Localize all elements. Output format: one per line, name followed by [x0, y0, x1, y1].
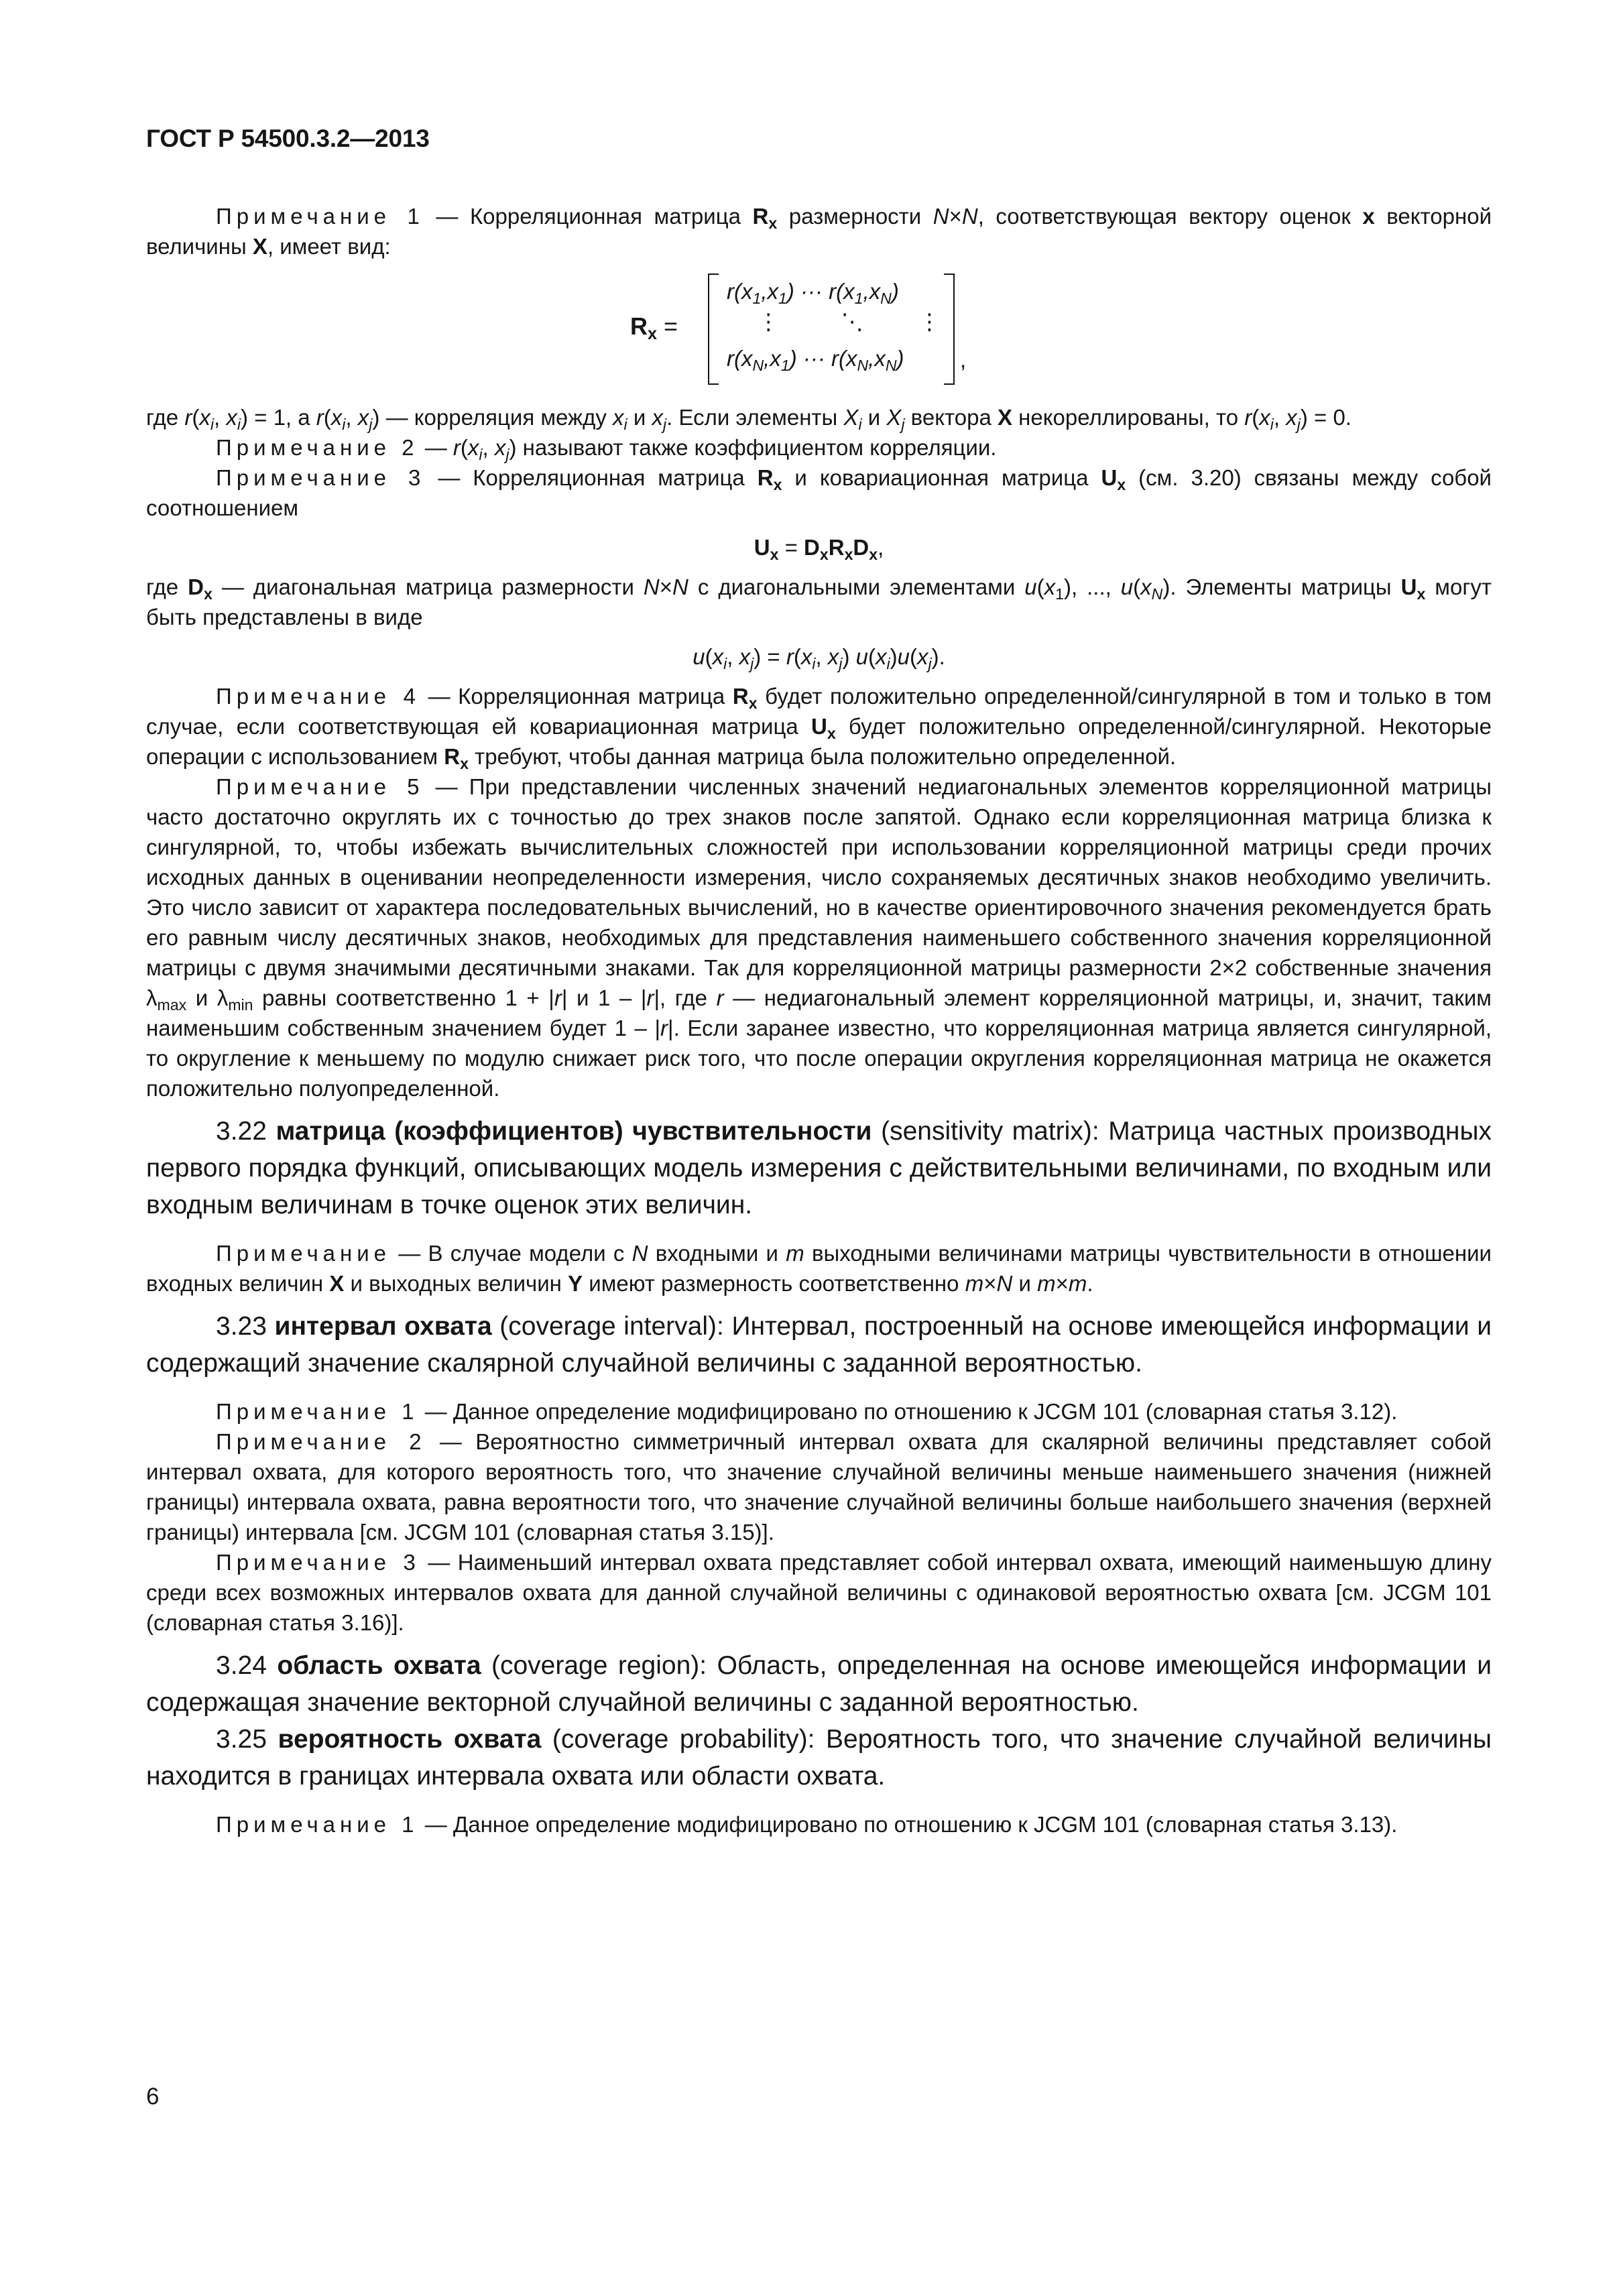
document-body: [146, 201, 1492, 1839]
term-3-25: 3.25 вероятность охвата (coverage probability): Вероятность того, что значение случайной величины находится в границах интервала охвата или области охвата.: [146, 1725, 1492, 1791]
note-3-23-2: Примечание 2 — Вероятностно симметричный интервал охвата для скалярной величины представляет собой интервал охвата, для которого вероятность того, что значение случайной величины меньше наименьшего значения (нижней границы) интервала охвата, равна вероятности того, что значение случайной величины больше наибольшего значения (верхней границы) интервала [см. JCGM 101 (словарная статья 3.15)].: [146, 1429, 1492, 1545]
matrix-explanation: где $r(x_i$, $x_i) = 1$, а $r(x_i$, $x_j$) — корреляция между $x_i$ и $x_j$. Если элементы $X_i$ и $X_j$ вектора X некореллированы, то $r(x_i$, $x_j) = 0$.: [146, 405, 1351, 433]
left-bracket: [708, 274, 719, 385]
page-header: ГОСТ Р 54500.3.2—2013: [146, 125, 430, 152]
note-3: Примечание 3 — Корреляционная матрица $R_x$ и ковариационная матрица $U_x$ (см. 3.20) связаны между собой соотношением: [146, 465, 1492, 520]
term-3-23: 3.23 интервал охвата (coverage interval): Интервал, построенный на основе имеющейся информации и содержащий значение скалярной случайной величины с заданной вероятностью.: [146, 1312, 1492, 1378]
note-5: Примечание 5 — При представлении численных значений недиагональных элементов корреляционной матрицы часто достаточно округлять их с точностью до трех знаков после запятой. Однако если корреляционная матрица близка к сингулярной, то, чтобы избежать вычислительных сложностей при использовании корреляционной матрицы среди прочих исходных данных в оценивании неопределенности измерения, число сохраняемых десятичных знаков необходимо увеличить. Это число зависит от характера последовательных вычислений, но в качестве ориентировочного значения рекомендуется брать его равным числу десятичных знаков, необходимых для представления наименьшего собственного значения корреляционной матрицы с двумя значимыми десятичными знаками. Так для корреляционной матрицы размерности 2×2 собственные значения $\lambda_{max}$ и $\lambda_{min}$ равны соответственно 1 + |r| и 1 – |r|, где r — недиагональный элемент корреляционной матрицы, и, значит, таким наименьшим собственным значением будет 1 – |r|. Если заранее известно, что корреляционная матрица является сингулярной, то округление к меньшему по модулю снижает риск того, что после операции округления корреляционная матрица не окажется положительно полуопределенной.: [146, 774, 1492, 1101]
page-number: 6: [146, 2083, 160, 2110]
note-2: Примечание 2 — $r(x_i$, $x_j$) называют также коэффициентом корреляции.: [216, 435, 997, 463]
note-3-23-1: Примечание 1 — Данное определение модифицировано по отношению к JCGM 101 (словарная статья 3.12).: [216, 1399, 1398, 1424]
term-3-24: 3.24 область охвата (coverage region): Область, определенная на основе имеющейся информации и содержащая значение векторной случайной величины с заданной вероятностью.: [146, 1651, 1492, 1717]
note-3-22: Примечание — В случае модели с N входными и m выходными величинами матрицы чувствительности в отношении входных величин X и выходных величин Y имеют размерность соответственно m×N и m×m.: [146, 1241, 1492, 1296]
term-3-22: 3.22 матрица (коэффициентов) чувствительности (sensitivity matrix): Матрица частных производных первого порядка функций, описывающих модель измерения с действительными величинами, по входным или входным величинам в точке оценок этих величин.: [146, 1117, 1492, 1219]
note-1-correlation-matrix: Примечание 1 — Корреляционная матрица $R_x$ размерности N×N, соответствующая вектору оценок x векторной величины X, имеет вид:: [146, 204, 1492, 259]
formula-ux: $U_x = D_xR_xD_x$,: [754, 535, 884, 563]
note-3-25-1: Примечание 1 — Данное определение модифицировано по отношению к JCGM 101 (словарная статья 3.13).: [216, 1812, 1398, 1837]
formula-u: $u(x_i$, $x_j) = r(x_i$, $x_j$) $u(x_i)u(x_j)$.: [693, 644, 945, 672]
dx-explanation: где $D_x$ — диагональная матрица размерности N×N с диагональными элементами $u(x_1)$, ..., $u(x_N)$. Элементы матрицы $U_x$ могут быть представлены в виде: [146, 575, 1492, 629]
note-3-23-3: Примечание 3 — Наименьший интервал охвата представляет собой интервал охвата, имеющий наименьшую длину среди всех возможных интервалов охвата для данной случайной величины с одинаковой вероятностью охвата [см. JCGM 101 (словарная статья 3.16)].: [146, 1550, 1492, 1635]
correlation-matrix-formula: $R_x$ = $r(x_1,x_1)$ ··· $r(x_1,x_N)$ ⋮ ⋱ ⋮ $r(x_N,x_1)$ ··· $r(x_N,x_N)$ ,: [146, 274, 1492, 387]
note-4: Примечание 4 — Корреляционная матрица $R_x$ будет положительно определенной/сингулярной в том и только в том случае, если соответствующая ей ковариационная матрица $U_x$ будет положительно определенной/сингулярной. Некоторые операции с использованием $R_x$ требуют, чтобы данная матрица была положительно определенной.: [146, 684, 1492, 772]
right-bracket: [944, 274, 955, 385]
